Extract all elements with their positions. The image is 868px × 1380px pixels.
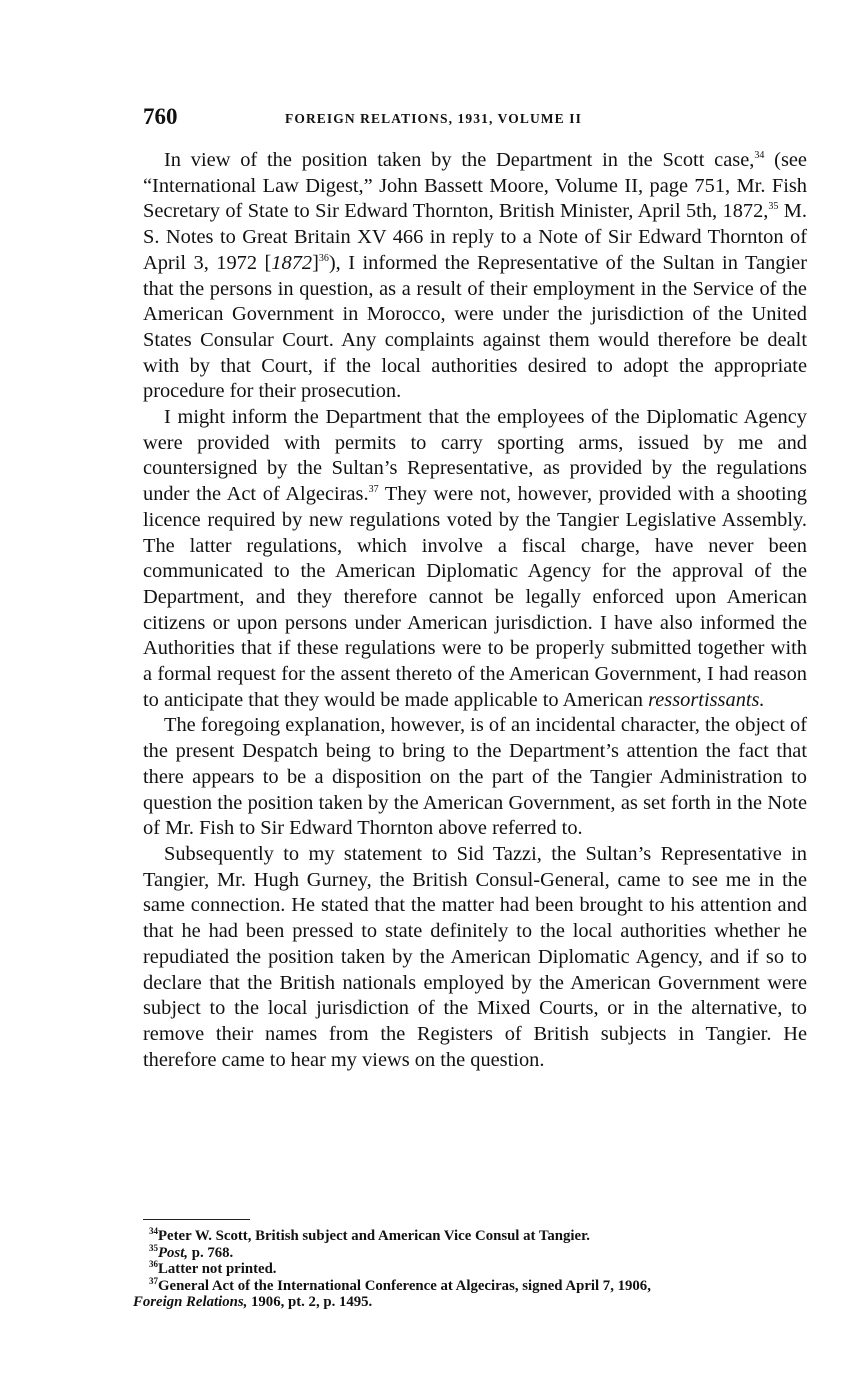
footnote-ref-35[interactable]: 35 xyxy=(768,201,779,213)
footnote-ref-34[interactable]: 34 xyxy=(754,150,765,161)
footnotes xyxy=(133,1228,813,1311)
paragraph-2: I might inform the Department that the employees of the Diplomatic Agency were provided with permits to carry sporting arms, issued by me and countersigned by the Sultan’s Representative, as provided by the regulations under the Act of Algeciras.$^{37}$ They were not, however, provided with a shooting licence required by new regulations voted by the Tangier Legislative Assembly. The latter regulations, which involve a fiscal charge, have never been communicated to the American Diplomatic Agency for the approval of the Department, and they therefore cannot be legally enforced upon American citizens or upon persons under American jurisdiction. I have also informed the Authorities that if these regulations were to be properly submitted together with a formal request for the assent thereto of the American Government, I had reason to anticipate that they would be made applicable to American ressortissants. xyxy=(143,406,807,711)
footnote-ref-36[interactable]: 36 xyxy=(318,252,329,264)
paragraph-4: Subsequently to my statement to Sid Tazzi, the Sultan’s Representative in Tangier, Mr. Hugh Gurney, the British Consul-General, came to see me in the same connection. He stated that the matter had been brought to his attention and that he had been pressed to state definitely to the local authorities whether he repudiated the position taken by the American Diplomatic Agency, and if so to declare that the British nationals employed by the American Government were subject to the local jurisdiction of the Mixed Courts, or in the alternative, to remove their names from the Registers of British subjects in Tangier. He therefore came to hear my views on the question. xyxy=(143,842,807,1071)
paragraph-3: The foregoing explanation, however, is of an incidental character, the object of the present Despatch being to bring to the Department’s attention the fact that there appears to be a disposition on the part of the Tangier Administration to question the position taken by the American Government, as set forth in the Note of Mr. Fish to Sir Edward Thornton above referred to. xyxy=(143,714,807,840)
footnote-divider xyxy=(143,1219,250,1220)
footnote-34: $^{34}$Peter W. Scott, British subject and American Vice Consul at Tangier. xyxy=(149,1226,590,1244)
footnote-37: $^{37}$General Act of the International Conference at Algeciras, signed April 7, 1906, Foreign Relations, 1906, pt. 2, p. 1495. xyxy=(133,1275,651,1310)
running-title: FOREIGN RELATIONS, 1931, VOLUME II xyxy=(285,111,582,126)
page-number: 760 xyxy=(143,104,178,129)
footnote-35: $^{35}$Post, p. 768. xyxy=(149,1242,234,1261)
footnote-ref-37[interactable]: 37 xyxy=(368,484,379,496)
page-header xyxy=(143,104,807,134)
paragraph-1: In view of the position taken by the Department in the Scott case,$^{34}$ (see “International Law Digest,” John Bassett Moore, Volume II, page 751, Mr. Fish Secretary of State to Sir Edward Thornton, British Minister, April 5th, 1872,35 M. S. Notes to Great Britain XV 466 in reply to a Note of Sir Edward Thornton of April 3, 1972 $[1872]^{36}$), I informed the Representative of the Sultan in Tangier that the persons in question, as a result of their employment in the Service of the American Government in Morocco, were under the jurisdiction of the United States Consular Court. Any complaints against them would therefore be dealt with by that Court, if the local authorities desired to adopt the appropriate procedure for their prosecution. xyxy=(143,149,808,403)
main-text xyxy=(143,148,807,1073)
footnote-36: $^{36}$Latter not printed. xyxy=(149,1259,277,1277)
